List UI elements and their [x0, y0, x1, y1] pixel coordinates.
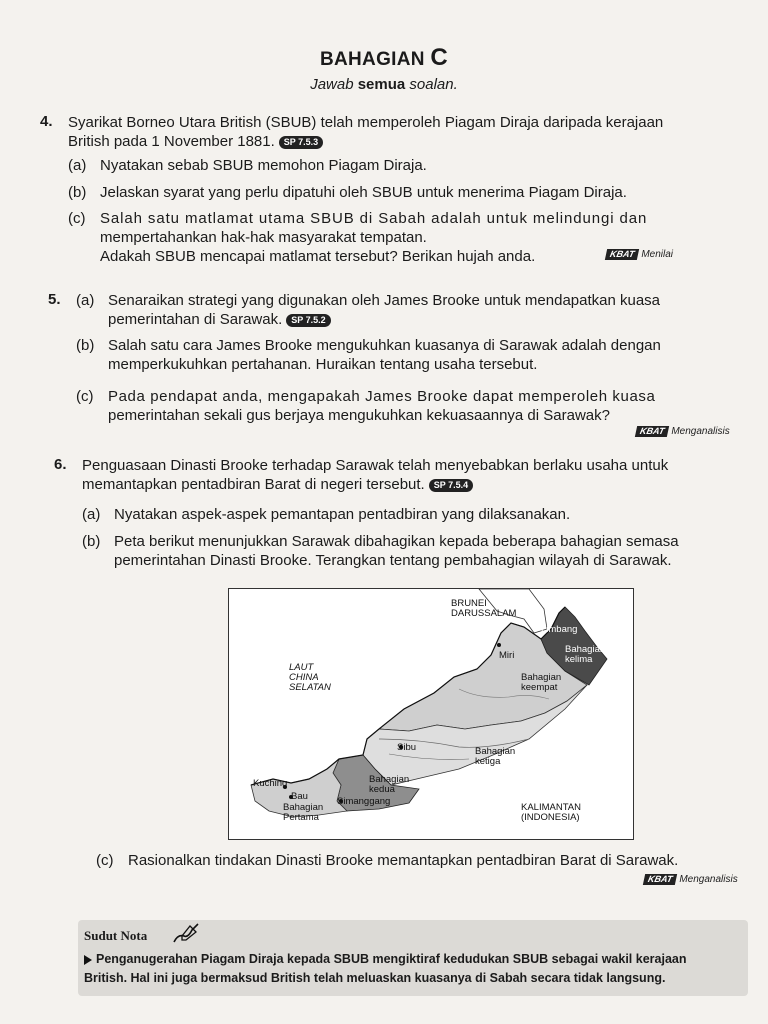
map-label-miri: Miri [499, 650, 515, 661]
section-heading: BAHAGIAN C [319, 44, 448, 71]
map-label-bahagian-kedua: Bahagian kedua [369, 774, 410, 795]
question-6c: (c) Rasionalkan tindakan Dinasti Brooke memantapkan pentadbiran Barat di Sarawak. [96, 852, 679, 869]
question-6b: (b) Peta berikut menunjukkan Sarawak dibahagikan kepada beberapa bahagian semasa pemerintahan Dinasti Brooke. Terangkan tentang pembahagian wilayah di Sarawak. [82, 533, 679, 569]
map-label-laut-china-selatan: LAUT CHINA SELATAN [289, 662, 331, 693]
kbat-label: KBAT Menganalisis [644, 874, 738, 885]
kbat-label: KBAT Menilai [606, 249, 673, 260]
sarawak-division-map [228, 588, 634, 840]
map-label-bahagian-keempat: Bahagian keempat [521, 672, 562, 693]
sp-badge: SP 7.5.2 [286, 314, 330, 327]
map-label-kalimantan: KALIMANTAN (INDONESIA) [521, 802, 582, 823]
question-4a: (a) Nyatakan sebab SBUB memohon Piagam Diraja. [68, 157, 427, 174]
sp-badge: SP 7.5.4 [429, 479, 473, 492]
section-instruction: Jawab semua soalan. [310, 76, 458, 93]
map-label-limbang: Limbang [541, 624, 578, 635]
kbat-label: KBAT Menganalisis [636, 426, 730, 437]
question-6a: (a) Nyatakan aspek-aspek pemantapan pentadbiran yang dilaksanakan. [82, 506, 571, 523]
question-4b: (b) Jelaskan syarat yang perlu dipatuhi oleh SBUB untuk menerima Piagam Diraja. [68, 184, 627, 201]
map-label-bahagian-ketiga: Bahagian ketiga [475, 746, 516, 767]
map-label-bau: Bau [291, 791, 308, 802]
question-4c: (c) Salah satu matlamat utama SBUB di Sabah adalah untuk melindungi dan mempertahankan hak-hak masyarakat tempatan. Adakah SBUB mencapai matlamat tersebut? Berikan hujah anda. [68, 210, 648, 265]
question-4-number: 4. [40, 113, 53, 130]
map-label-kuching: Kuching [253, 778, 288, 789]
sudut-nota-title: Sudut Nota [84, 928, 148, 943]
question-6-number: 6. [54, 456, 67, 473]
sudut-nota-text: Penganugerahan Piagam Diraja kepada SBUB mengiktiraf kedudukan SBUB sebagai wakil kerajaan British. Hal ini juga bermaksud British telah meluaskan kuasanya di Sabah secara tidak langsung. [84, 952, 687, 985]
town-miri-dot [497, 643, 501, 647]
bullet-triangle-icon [84, 955, 92, 965]
sp-badge: SP 7.5.3 [279, 136, 323, 149]
question-5c: (c) Pada pendapat anda, mengapakah James Brooke dapat memperoleh kuasa pemerintahan sekali gus berjaya mengukuhkan kekuasaannya di Sarawak? [76, 388, 656, 424]
question-5a: (a) Senaraikan strategi yang digunakan oleh James Brooke untuk mendapatkan kuasa pemerintahan di Sarawak. SP 7.5.2 [76, 292, 661, 328]
map-label-brunei: BRUNEI DARUSSALAM [451, 598, 517, 619]
pen-icon [172, 922, 200, 944]
question-5-number: 5. [48, 291, 61, 308]
question-4-stem: Syarikat Borneo Utara British (SBUB) telah memperoleh Piagam Diraja daripada kerajaan British pada 1 November 1881. SP 7.5.3 [68, 114, 664, 150]
question-5b: (b) Salah satu cara James Brooke mengukuhkan kuasanya di Sarawak adalah dengan memperkukuhkan pertahanan. Huraikan tentang usaha tersebut. [76, 337, 661, 373]
map-label-sibu: Sibu [397, 742, 417, 753]
map-label-bahagian-pertama: Bahagian Pertama [283, 802, 324, 823]
question-6-stem: Penguasaan Dinasti Brooke terhadap Sarawak telah menyebabkan berlaku usaha untuk memantapkan pentadbiran Barat di negeri tersebut. SP 7.5.4 [82, 457, 669, 493]
map-label-simanggang: Simanggang [337, 796, 391, 807]
map-label-bahagian-kelima: Bahagian kelima [565, 644, 606, 665]
